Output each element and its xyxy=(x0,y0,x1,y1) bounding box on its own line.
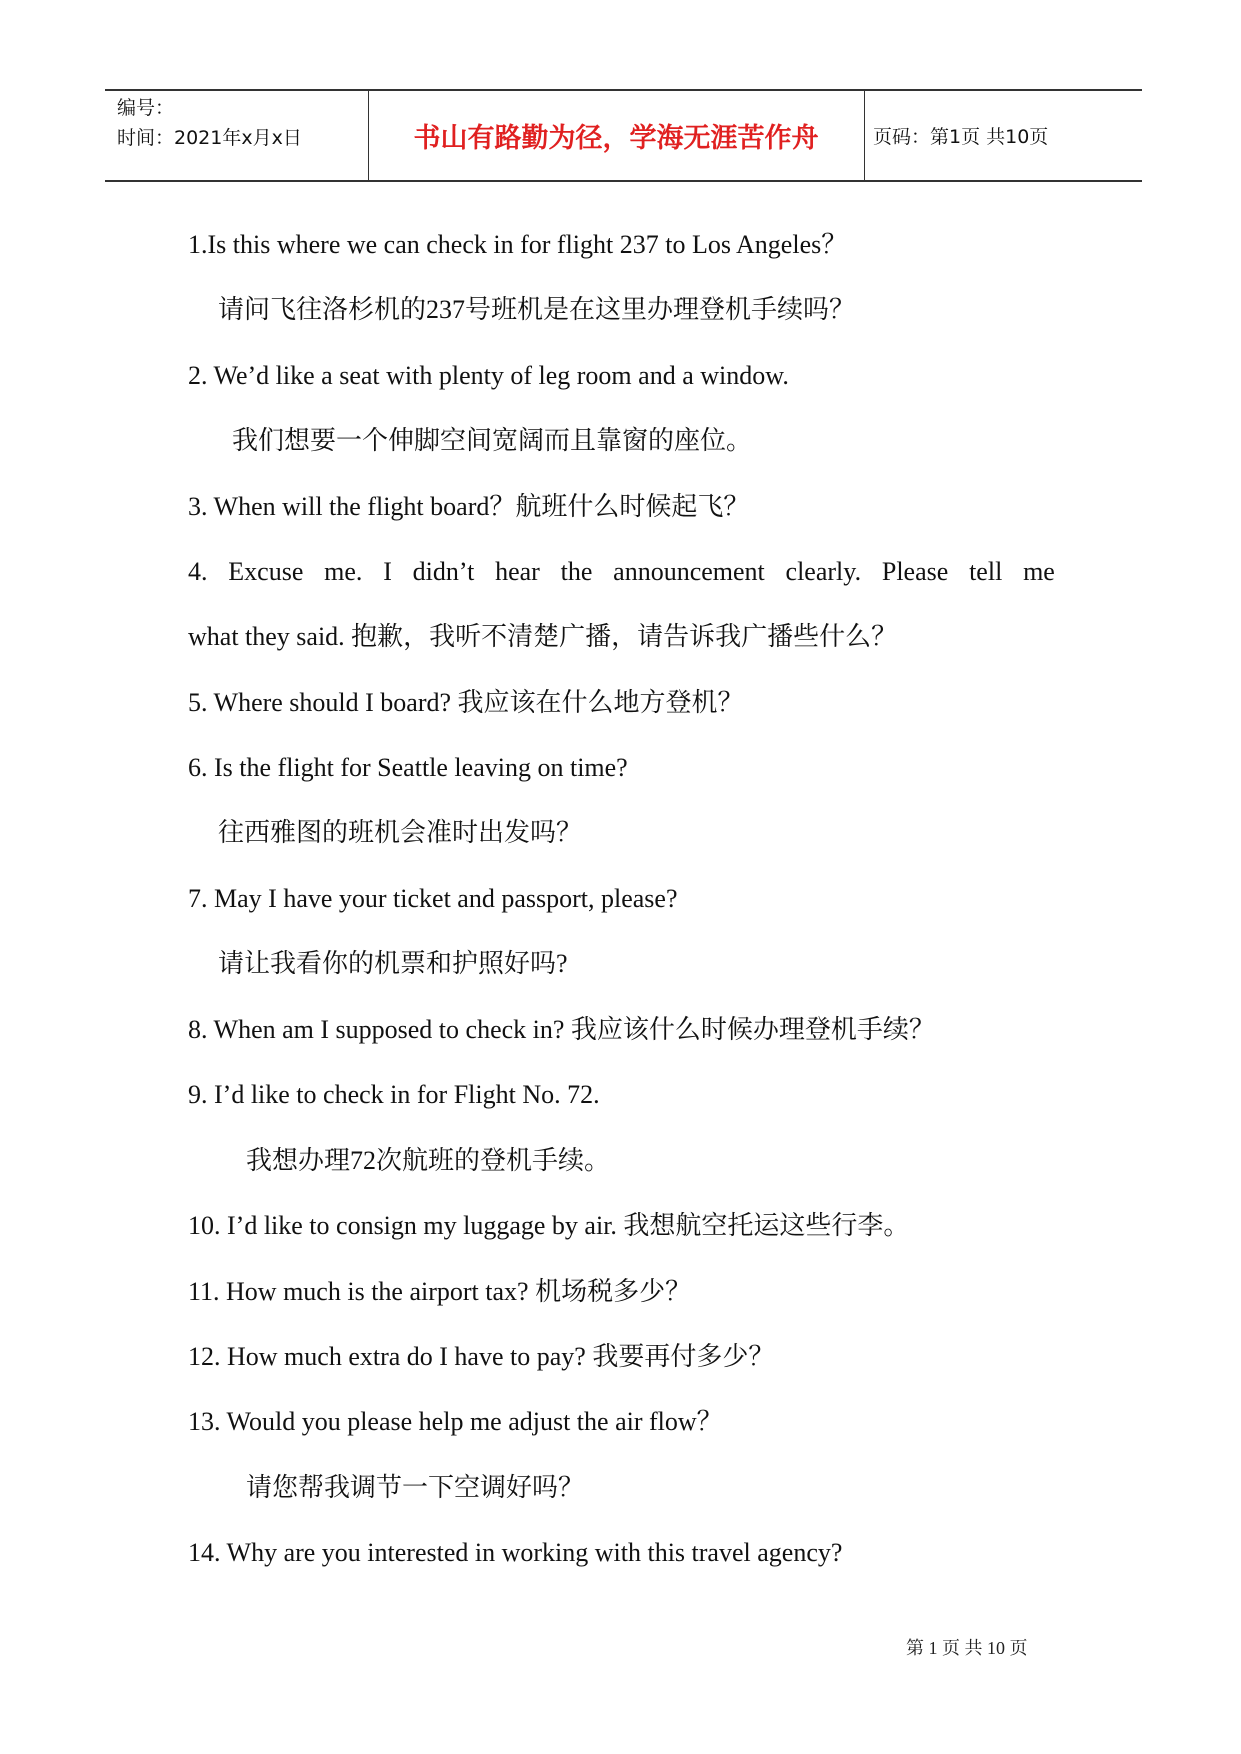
date-label: 时间：2021年x月x日 xyxy=(117,127,302,149)
translation-line: 我想办理72次航班的登机手续。 xyxy=(246,1146,611,1175)
word: tell xyxy=(969,557,1003,586)
word: 4. xyxy=(188,557,208,586)
sentence-line: 5. Where should I board? 我应该在什么地方登机？ xyxy=(188,688,744,717)
sentence-line: 11. How much is the airport tax? 机场税多少？ xyxy=(188,1277,692,1306)
word: hear xyxy=(495,557,540,586)
sentence-line: 13. Would you please help me adjust the air flow？ xyxy=(188,1407,723,1436)
sentence-line: 8. When am I supposed to check in? 我应该什么时候办理登机手续？ xyxy=(188,1015,935,1044)
word: Excuse xyxy=(228,557,304,586)
header-motto: 书山有路勤为径，学海无涯苦作舟 xyxy=(413,123,819,154)
sentence-line: 3. When will the flight board？航班什么时候起飞？ xyxy=(188,492,750,521)
translation-line: 请问飞往洛杉机的237号班机是在这里办理登机手续吗？ xyxy=(218,295,856,324)
word: clearly. xyxy=(785,557,862,586)
translation-line: 请您帮我调节一下空调好吗？ xyxy=(246,1473,585,1502)
sentence-line: 1.Is this where we can check in for flight 237 to Los Angeles？ xyxy=(188,230,848,259)
translation-line: 请让我看你的机票和护照好吗? xyxy=(218,949,568,978)
sentence-line: 6. Is the flight for Seattle leaving on time? xyxy=(188,753,628,782)
sentence-line: 12. How much extra do I have to pay? 我要再付多少？ xyxy=(188,1342,775,1371)
word: me xyxy=(1023,557,1055,586)
sentence-line: 10. I’d like to consign my luggage by air. 我想航空托运这些行李。 xyxy=(188,1211,910,1240)
sentence-line: 2. We’d like a seat with plenty of leg room and a window. xyxy=(188,361,789,390)
translation-line: 我们想要一个伸脚空间宽阔而且靠窗的座位。 xyxy=(232,426,753,455)
word: me. xyxy=(324,557,363,586)
header-meta xyxy=(117,93,302,153)
header-page-number: 页码：第1页 共10页 xyxy=(873,126,1049,148)
sentence-line: 7. May I have your ticket and passport, please? xyxy=(188,884,678,913)
header-divider xyxy=(864,91,865,180)
serial-number-label: 编号： xyxy=(117,97,175,119)
word: the xyxy=(560,557,593,586)
sentence-line: 9. I’d like to check in for Flight No. 72. xyxy=(188,1080,600,1109)
sentence-line: 14. Why are you interested in working with this travel agency? xyxy=(188,1538,843,1567)
page-footer: 第 1 页 共 10 页 xyxy=(906,1638,1028,1658)
translation-line: 往西雅图的班机会准时出发吗？ xyxy=(218,818,583,847)
page-header xyxy=(105,89,1142,182)
word: I xyxy=(383,557,392,586)
word: didn’t xyxy=(412,557,475,586)
sentence-line: what they said. 抱歉，我听不清楚广播，请告诉我广播些什么？ xyxy=(188,622,898,651)
justified-sentence-line xyxy=(188,555,1055,589)
word: announcement xyxy=(613,557,765,586)
word: Please xyxy=(881,557,949,586)
